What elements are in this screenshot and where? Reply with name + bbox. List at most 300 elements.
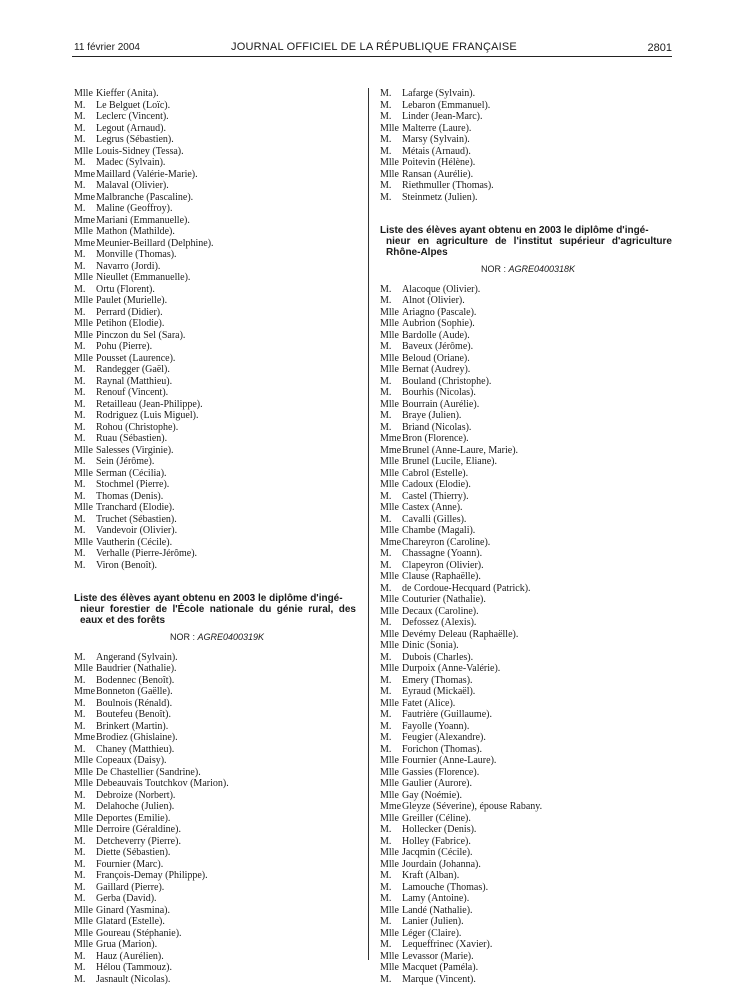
- list-item: [74, 249, 360, 261]
- honorific: M.: [74, 111, 86, 122]
- person-name: Lanier (Julien).: [402, 916, 464, 927]
- name-list: [74, 88, 360, 571]
- honorific: M.: [74, 651, 86, 663]
- person-name: Bourrain (Aurélie).: [402, 398, 480, 410]
- list-item: [74, 962, 360, 974]
- honorific: M.: [74, 421, 86, 433]
- person-name: Malterre (Laure).: [402, 122, 472, 134]
- list-item: [380, 893, 676, 905]
- person-name: Alnot (Olivier).: [402, 295, 465, 306]
- person-name: Clapeyron (Olivier).: [402, 559, 484, 571]
- list-item: [380, 813, 676, 825]
- honorific: Mlle: [380, 950, 399, 962]
- list-item: [74, 790, 360, 802]
- person-name: Le Belguet (Loïc).: [96, 99, 171, 111]
- person-name: Emery (Thomas).: [402, 674, 473, 686]
- header-rule: [72, 56, 672, 57]
- name-list: [380, 284, 676, 986]
- person-name: Detcheverry (Pierre).: [96, 835, 181, 847]
- honorific: Mlle: [74, 916, 93, 927]
- list-item: [74, 100, 360, 112]
- person-name: Marsy (Sylvain).: [402, 134, 470, 145]
- honorific: M.: [380, 559, 392, 571]
- honorific: M.: [380, 720, 392, 732]
- person-name: Grua (Marion).: [96, 939, 158, 950]
- honorific: M.: [74, 893, 86, 904]
- person-name: Brunel (Anne-Laure, Marie).: [402, 444, 519, 456]
- person-name: Thomas (Denis).: [96, 490, 164, 502]
- honorific: M.: [380, 686, 392, 697]
- person-name: Leclerc (Vincent).: [96, 111, 169, 122]
- person-name: Rohou (Christophe).: [96, 421, 179, 433]
- person-name: Kraft (Alban).: [402, 870, 460, 881]
- honorific: Mlle: [380, 904, 399, 916]
- list-item: [380, 755, 676, 767]
- honorific: Mlle: [380, 571, 399, 582]
- person-name: Navarro (Jordi).: [96, 260, 161, 272]
- honorific: M.: [74, 835, 86, 847]
- person-name: Boulnois (Rénald).: [96, 697, 173, 709]
- honorific: Mlle: [380, 306, 399, 318]
- list-item: [380, 721, 676, 733]
- person-name: Eyraud (Mickaël).: [402, 686, 476, 697]
- section-title-line1: Liste des élèves ayant obtenu en 2003 le diplôme d'ingé-: [74, 593, 343, 604]
- honorific: Mlle: [74, 272, 93, 283]
- honorific: Mme: [74, 732, 96, 743]
- person-name: Chambe (Magali).: [402, 525, 476, 536]
- person-name: Deportes (Emilie).: [96, 812, 171, 824]
- list-item: [380, 617, 676, 629]
- honorific: Mlle: [380, 605, 399, 617]
- person-name: Stochmel (Pierre).: [96, 479, 170, 490]
- list-item: [380, 709, 676, 721]
- honorific: M.: [74, 122, 86, 134]
- honorific: Mlle: [380, 168, 399, 180]
- person-name: Madec (Sylvain).: [96, 157, 166, 168]
- honorific: M.: [74, 249, 86, 260]
- person-name: Pinczon du Sel (Sara).: [96, 329, 186, 341]
- person-name: Verhalle (Pierre-Jérôme).: [96, 548, 198, 559]
- person-name: Vautherin (Cécile).: [96, 536, 173, 548]
- honorific: Mlle: [380, 329, 399, 341]
- honorific: Mlle: [380, 467, 399, 479]
- honorific: Mlle: [74, 329, 93, 341]
- person-name: Viron (Benoît).: [96, 559, 158, 571]
- person-name: de Cordoue-Hecquard (Patrick).: [402, 582, 531, 594]
- person-name: Castel (Thierry).: [402, 490, 469, 502]
- honorific: M.: [380, 582, 392, 594]
- list-item: [74, 353, 360, 365]
- person-name: Braye (Julien).: [402, 410, 462, 421]
- page-number: 2801: [647, 42, 672, 54]
- person-name: Baveux (Jérôme).: [402, 341, 474, 352]
- person-name: Goureau (Stéphanie).: [96, 927, 182, 939]
- person-name: Paulet (Murielle).: [96, 295, 168, 306]
- honorific: Mlle: [74, 88, 93, 99]
- list-item: [74, 675, 360, 687]
- list-item: [380, 594, 676, 606]
- list-item: [74, 295, 360, 307]
- honorific: Mlle: [380, 663, 399, 674]
- honorific: Mlle: [380, 318, 399, 329]
- header-date: 11 février 2004: [74, 42, 140, 53]
- person-name: Poitevin (Hélène).: [402, 157, 476, 168]
- person-name: Dubois (Charles).: [402, 651, 474, 663]
- honorific: M.: [380, 145, 392, 157]
- list-item: [380, 180, 676, 192]
- person-name: Debroize (Norbert).: [96, 789, 176, 801]
- list-item: [380, 916, 676, 928]
- honorific: M.: [380, 180, 392, 191]
- honorific: Mme: [74, 214, 96, 226]
- honorific: M.: [380, 410, 392, 421]
- person-name: Delahoche (Julien).: [96, 801, 175, 812]
- honorific: Mlle: [380, 352, 399, 364]
- person-name: Gaulier (Aurore).: [402, 778, 472, 789]
- list-item: [380, 836, 676, 848]
- person-name: Castex (Anne).: [402, 502, 463, 513]
- list-item: [380, 353, 676, 365]
- person-name: Levassor (Marie).: [402, 950, 474, 962]
- person-name: Monville (Thomas).: [96, 249, 177, 260]
- list-item: [74, 698, 360, 710]
- list-item: [380, 284, 676, 296]
- honorific: Mlle: [380, 812, 399, 824]
- person-name: Landé (Nathalie).: [402, 904, 473, 916]
- list-item: [74, 893, 360, 905]
- honorific: M.: [74, 260, 86, 272]
- list-item: [74, 318, 360, 330]
- person-name: Fayolle (Yoann).: [402, 720, 470, 732]
- list-item: [74, 939, 360, 951]
- honorific: M.: [74, 398, 86, 410]
- person-name: Marque (Vincent).: [402, 973, 476, 985]
- list-item: [74, 364, 360, 376]
- nor-code: AGRE0400318K: [508, 264, 576, 274]
- list-item: [74, 778, 360, 790]
- nor-reference: [74, 632, 360, 644]
- honorific: Mlle: [74, 444, 93, 456]
- honorific: M.: [74, 789, 86, 801]
- diploma-section: [380, 225, 676, 985]
- list-item: [380, 663, 676, 675]
- list-item: [380, 146, 676, 158]
- list-item: [74, 824, 360, 836]
- honorific: M.: [380, 134, 392, 145]
- list-item: [74, 663, 360, 675]
- honorific: M.: [380, 421, 392, 433]
- list-item: [380, 571, 676, 583]
- person-name: Devémy Deleau (Raphaëlle).: [402, 628, 519, 640]
- honorific: M.: [380, 490, 392, 502]
- person-name: Diette (Sébastien).: [96, 847, 171, 858]
- honorific: M.: [380, 295, 392, 306]
- honorific: Mlle: [380, 122, 399, 134]
- person-name: Gay (Noémie).: [402, 789, 462, 801]
- list-item: [74, 721, 360, 733]
- honorific: M.: [380, 881, 392, 893]
- list-item: [74, 180, 360, 192]
- person-name: Durpoix (Anne-Valérie).: [402, 663, 501, 674]
- person-name: Bardolle (Aude).: [402, 329, 470, 341]
- person-name: Alacoque (Olivier).: [402, 283, 481, 295]
- honorific: Mlle: [380, 525, 399, 536]
- person-name: Meunier-Beillard (Delphine).: [96, 237, 214, 249]
- person-name: Serman (Cécilia).: [96, 467, 167, 479]
- section-title-line1: Liste des élèves ayant obtenu en 2003 le diplôme d'ingé-: [380, 225, 649, 236]
- person-name: Léger (Claire).: [402, 927, 462, 939]
- nor-label: NOR :: [169, 632, 195, 642]
- list-item: [74, 238, 360, 250]
- honorific: M.: [380, 341, 392, 352]
- honorific: Mme: [74, 168, 96, 180]
- person-name: Brinkert (Martin).: [96, 720, 169, 732]
- list-item: [380, 675, 676, 687]
- honorific: M.: [74, 479, 86, 490]
- person-name: Ruau (Sébastien).: [96, 433, 168, 444]
- list-item: [74, 847, 360, 859]
- list-item: [74, 341, 360, 353]
- list-item: [380, 962, 676, 974]
- list-item: [74, 399, 360, 411]
- honorific: M.: [74, 490, 86, 502]
- honorific: Mme: [74, 237, 96, 249]
- list-item: [380, 479, 676, 491]
- honorific: Mlle: [380, 479, 399, 490]
- person-name: Beloud (Oriane).: [402, 352, 470, 364]
- name-list: [380, 88, 676, 203]
- list-item: [74, 859, 360, 871]
- honorific: Mlle: [380, 766, 399, 778]
- honorific: Mlle: [74, 318, 93, 329]
- person-name: Bron (Florence).: [402, 433, 469, 444]
- list-item: [380, 295, 676, 307]
- person-name: Malaval (Olivier).: [96, 180, 169, 191]
- honorific: Mlle: [380, 962, 399, 973]
- honorific: M.: [380, 973, 392, 985]
- list-item: [74, 813, 360, 825]
- list-item: [74, 870, 360, 882]
- person-name: Malbranche (Pascaline).: [96, 191, 194, 203]
- list-item: [380, 341, 676, 353]
- list-item: [74, 951, 360, 963]
- honorific: M.: [74, 870, 86, 881]
- person-name: Fautrière (Guillaume).: [402, 709, 492, 720]
- person-name: Petihon (Elodie).: [96, 318, 165, 329]
- list-item: [380, 169, 676, 181]
- honorific: Mlle: [380, 755, 399, 766]
- person-name: Gaillard (Pierre).: [96, 881, 165, 893]
- nor-reference: [380, 264, 676, 276]
- honorific: Mlle: [380, 847, 399, 858]
- honorific: Mlle: [74, 904, 93, 916]
- honorific: Mlle: [74, 295, 93, 306]
- honorific: Mlle: [74, 939, 93, 950]
- honorific: Mme: [380, 433, 402, 444]
- list-item: [380, 111, 676, 123]
- list-item: [74, 226, 360, 238]
- honorific: Mlle: [74, 502, 93, 513]
- honorific: Mlle: [74, 467, 93, 479]
- honorific: M.: [380, 939, 392, 950]
- list-item: [380, 468, 676, 480]
- honorific: Mlle: [380, 858, 399, 870]
- list-item: [74, 215, 360, 227]
- list-item: [74, 330, 360, 342]
- person-name: Riethmuller (Thomas).: [402, 180, 494, 191]
- honorific: M.: [74, 99, 86, 111]
- honorific: Mme: [380, 801, 402, 812]
- list-item: [74, 410, 360, 422]
- honorific: M.: [380, 513, 392, 525]
- list-item: [74, 709, 360, 721]
- list-item: [380, 905, 676, 917]
- list-item: [74, 284, 360, 296]
- honorific: M.: [74, 801, 86, 812]
- person-name: Couturier (Nathalie).: [402, 594, 486, 605]
- honorific: Mlle: [380, 456, 399, 467]
- person-name: Greiller (Céline).: [402, 812, 471, 824]
- honorific: Mme: [74, 686, 96, 697]
- person-name: Ginard (Yasmina).: [96, 904, 170, 916]
- list-item: [380, 307, 676, 319]
- honorific: Mlle: [380, 640, 399, 651]
- honorific: M.: [74, 950, 86, 962]
- honorific: M.: [380, 674, 392, 686]
- person-name: Bonneton (Gaëlle).: [96, 686, 173, 697]
- person-name: Defossez (Alexis).: [402, 617, 477, 628]
- person-name: Boutefeu (Benoît).: [96, 709, 171, 720]
- list-item: [380, 192, 676, 204]
- person-name: Sein (Jérôme).: [96, 456, 155, 467]
- list-item: [380, 732, 676, 744]
- page-header: [0, 0, 748, 60]
- honorific: Mme: [380, 536, 402, 548]
- person-name: Dinic (Sonia).: [402, 640, 459, 651]
- honorific: M.: [74, 203, 86, 214]
- person-name: Pousset (Laurence).: [96, 352, 176, 364]
- person-name: Salesses (Virginie).: [96, 444, 174, 456]
- list-item: [74, 560, 360, 572]
- person-name: Derroire (Géraldine).: [96, 824, 181, 835]
- list-item: [74, 537, 360, 549]
- person-name: Legout (Arnaud).: [96, 122, 166, 134]
- person-name: Louis-Sidney (Tessa).: [96, 145, 184, 157]
- honorific: M.: [74, 548, 86, 559]
- honorific: Mlle: [74, 812, 93, 824]
- person-name: Ortu (Florent).: [96, 283, 155, 295]
- list-item: [380, 456, 676, 468]
- honorific: Mlle: [380, 778, 399, 789]
- person-name: Lafarge (Sylvain).: [402, 88, 476, 99]
- honorific: Mlle: [380, 502, 399, 513]
- person-name: Pohu (Pierre).: [96, 341, 153, 352]
- person-name: Chassagne (Yoann).: [402, 548, 483, 559]
- list-item: [74, 479, 360, 491]
- list-item: [74, 272, 360, 284]
- honorific: M.: [380, 548, 392, 559]
- honorific: Mlle: [74, 778, 93, 789]
- honorific: M.: [74, 525, 86, 536]
- list-item: [74, 686, 360, 698]
- list-item: [74, 767, 360, 779]
- list-item: [380, 790, 676, 802]
- list-item: [380, 629, 676, 641]
- list-item: [380, 433, 676, 445]
- person-name: Fatet (Alice).: [402, 697, 456, 709]
- list-item: [380, 606, 676, 618]
- list-item: [74, 502, 360, 514]
- person-name: Linder (Jean-Marc).: [402, 111, 483, 122]
- person-name: Rodriguez (Luis Miguel).: [96, 410, 199, 421]
- person-name: Truchet (Sébastien).: [96, 513, 177, 525]
- list-item: [380, 652, 676, 664]
- honorific: M.: [380, 283, 392, 295]
- list-item: [74, 157, 360, 169]
- person-name: Vandevoir (Olivier).: [96, 525, 178, 536]
- person-name: Chareyron (Caroline).: [402, 536, 491, 548]
- list-item: [380, 376, 676, 388]
- person-name: Decaux (Caroline).: [402, 605, 479, 617]
- list-item: [380, 560, 676, 572]
- list-item: [380, 939, 676, 951]
- list-item: [74, 111, 360, 123]
- person-name: Lequeffrinec (Xavier).: [402, 939, 493, 950]
- diploma-section: [74, 593, 360, 985]
- list-item: [74, 468, 360, 480]
- person-name: Hollecker (Denis).: [402, 824, 477, 835]
- honorific: M.: [74, 410, 86, 421]
- list-item: [74, 755, 360, 767]
- honorific: M.: [380, 387, 392, 398]
- person-name: Angerand (Sylvain).: [96, 651, 178, 663]
- person-name: François-Demay (Philippe).: [96, 870, 208, 881]
- section-title: [74, 593, 360, 626]
- honorific: M.: [380, 651, 392, 663]
- list-item: [380, 399, 676, 411]
- honorific: Mlle: [74, 145, 93, 157]
- list-item: [380, 123, 676, 135]
- honorific: M.: [380, 916, 392, 927]
- honorific: M.: [74, 881, 86, 893]
- list-item: [380, 387, 676, 399]
- honorific: M.: [74, 306, 86, 318]
- person-name: Brodiez (Ghislaine).: [96, 732, 178, 743]
- list-item: [74, 169, 360, 181]
- list-item: [74, 974, 360, 986]
- list-item: [380, 882, 676, 894]
- list-item: [74, 422, 360, 434]
- person-name: Lebaron (Emmanuel).: [402, 99, 491, 111]
- honorific: Mlle: [380, 628, 399, 640]
- person-name: Fournier (Anne-Laure).: [402, 755, 497, 766]
- nor-label: NOR :: [480, 264, 506, 274]
- list-item: [380, 859, 676, 871]
- person-name: Bouland (Christophe).: [402, 375, 492, 387]
- honorific: M.: [380, 111, 392, 122]
- person-name: Mathon (Mathilde).: [96, 226, 175, 237]
- section-title-rest: nieur en agriculture de l'institut supérieur d'agriculture Rhône-Alpes: [386, 236, 672, 258]
- list-item: [74, 905, 360, 917]
- list-item: [74, 445, 360, 457]
- person-name: Métais (Arnaud).: [402, 145, 471, 157]
- honorific: M.: [380, 375, 392, 387]
- list-item: [74, 801, 360, 813]
- honorific: M.: [380, 99, 392, 111]
- honorific: Mlle: [380, 364, 399, 375]
- person-name: Forichon (Thomas).: [402, 743, 482, 755]
- list-item: [380, 157, 676, 169]
